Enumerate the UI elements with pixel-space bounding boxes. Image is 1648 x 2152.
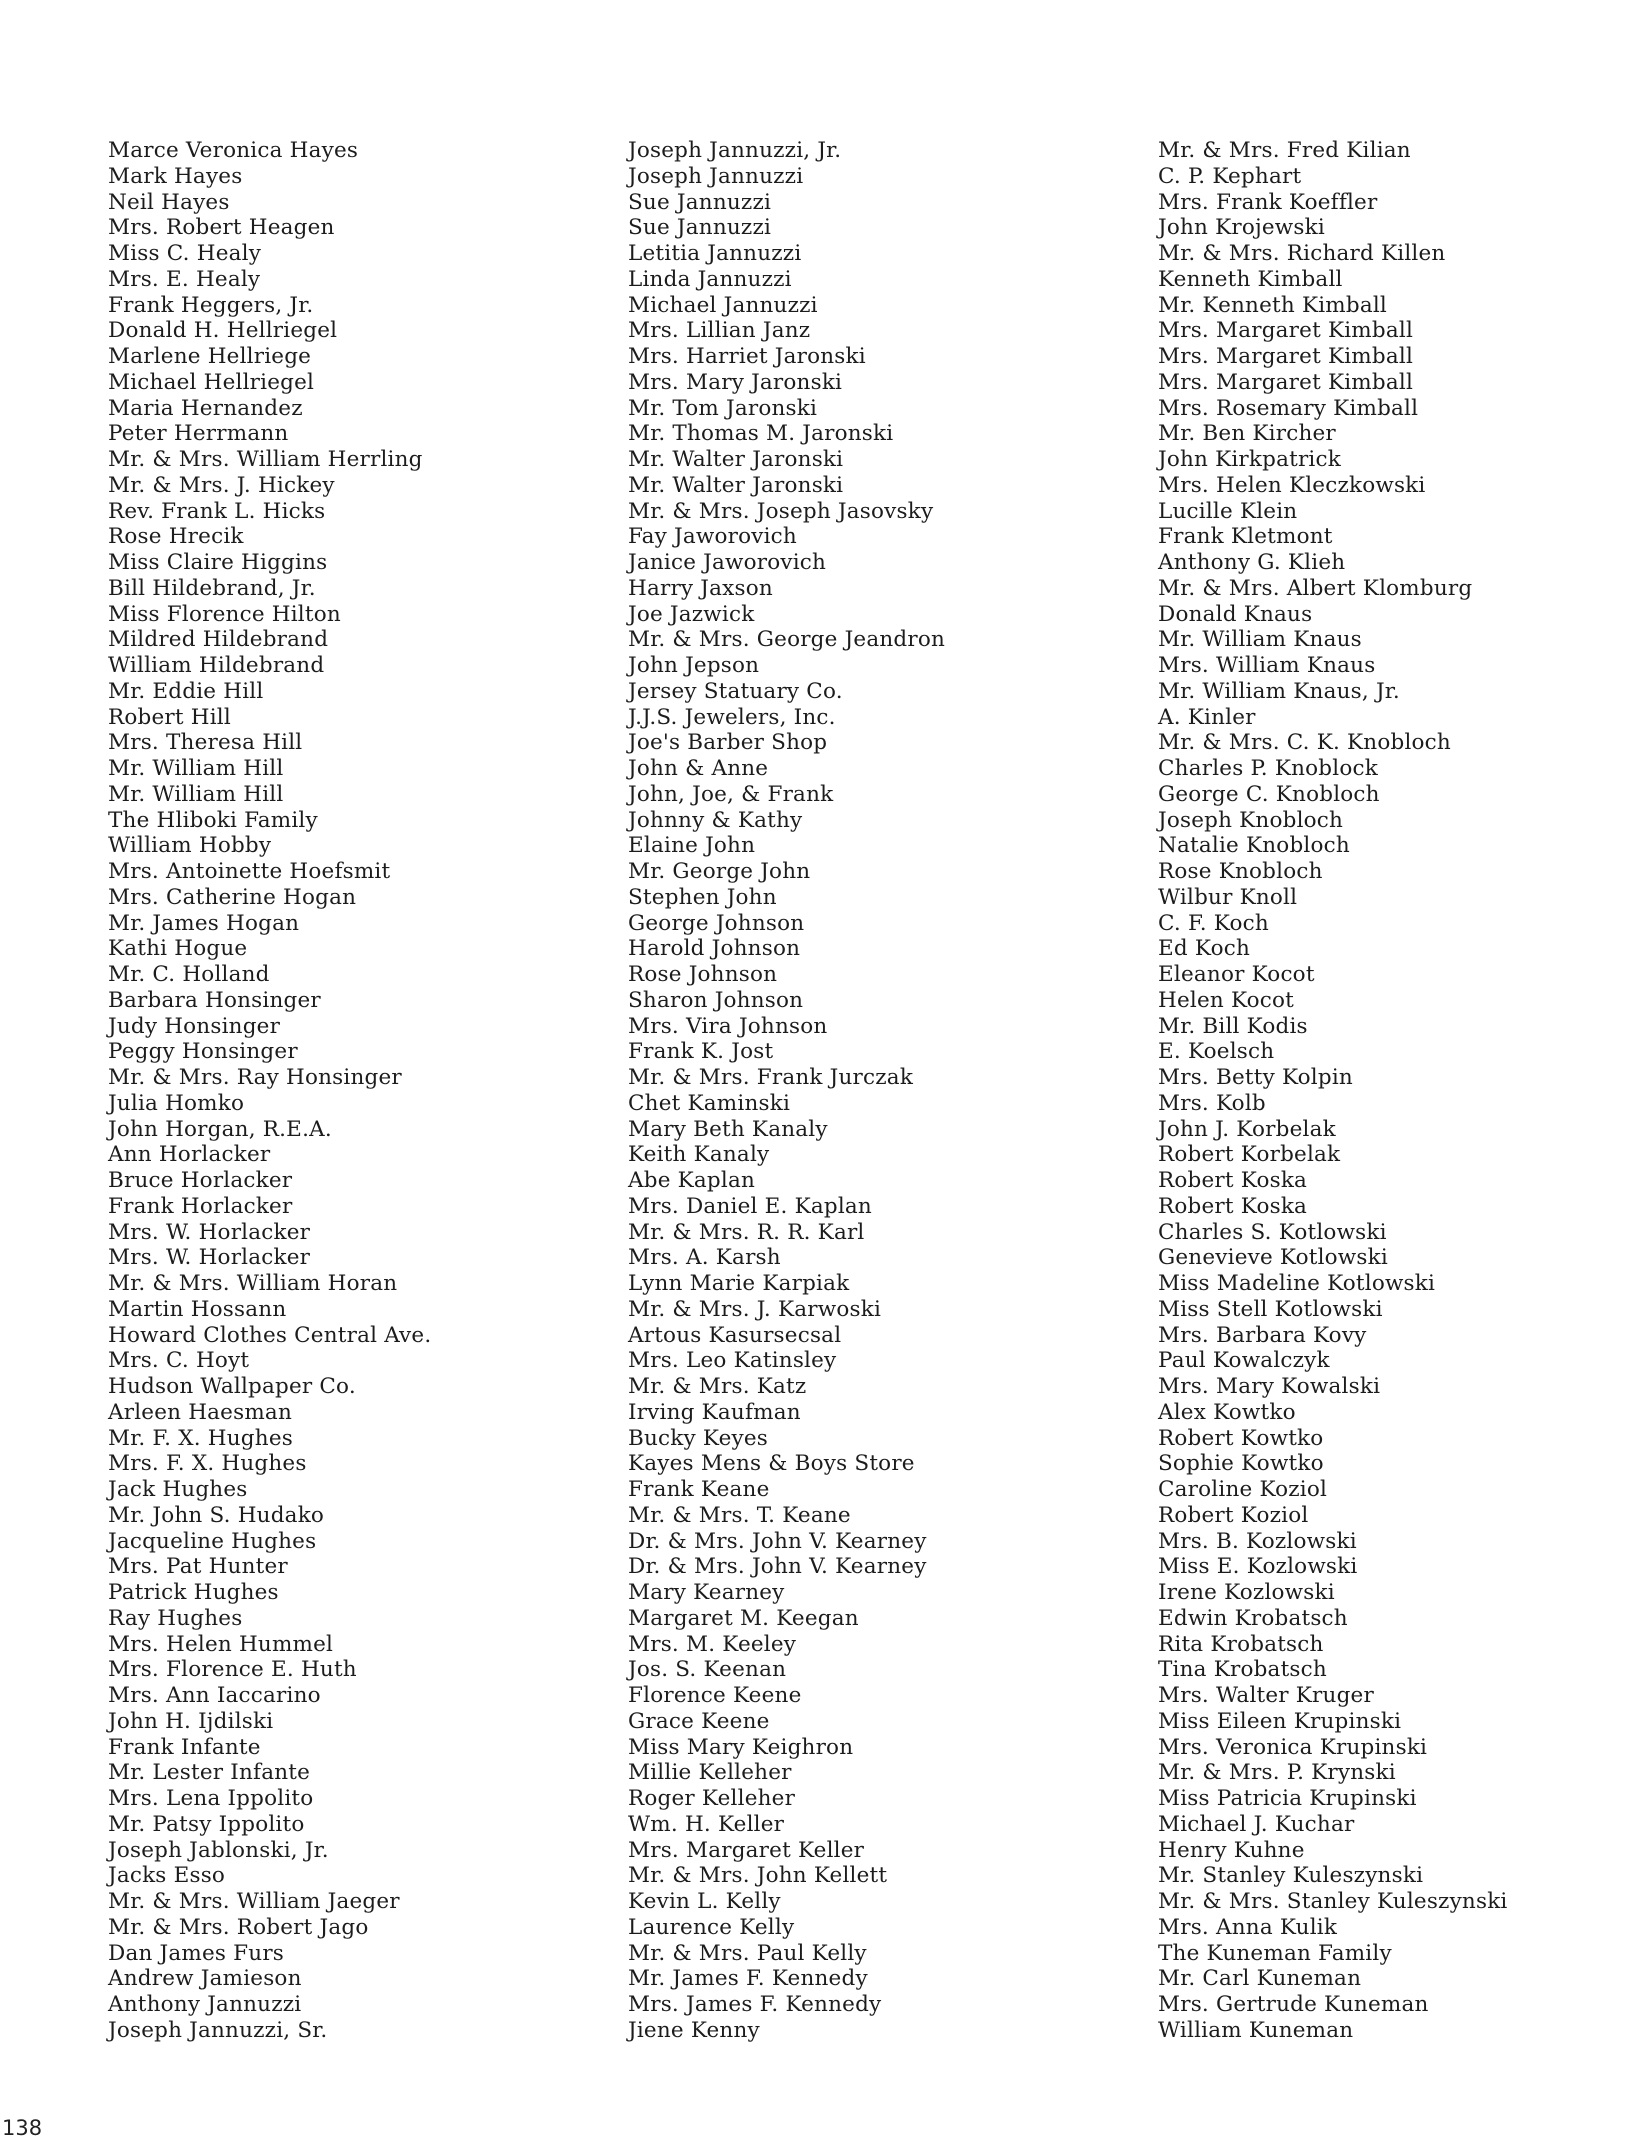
- list-item: Linda Jannuzzi: [628, 266, 792, 292]
- list-item: Mr. & Mrs. William Jaeger: [108, 1889, 400, 1914]
- list-item: Mrs. F. X. Hughes: [108, 1451, 307, 1477]
- list-item: Frank Heggers, Jr.: [108, 292, 314, 318]
- list-item: Mrs. Leo Katinsley: [628, 1348, 837, 1374]
- list-item: Mrs. M. Keeley: [628, 1631, 797, 1657]
- list-item: Mr. & Mrs. Stanley Kuleszynski: [1158, 1889, 1508, 1914]
- list-item: Anthony G. Klieh: [1158, 550, 1346, 575]
- list-item: Mr. James Hogan: [108, 910, 300, 936]
- list-item: Chet Kaminski: [628, 1090, 791, 1116]
- list-item: Mr. & Mrs. Robert Jago: [108, 1914, 369, 1940]
- page-number: 138: [2, 2116, 43, 2140]
- list-item: Mr. & Mrs. Ray Honsinger: [108, 1065, 402, 1090]
- list-item: Mr. John S. Hudako: [108, 1502, 325, 1528]
- list-item: Frank Horlacker: [108, 1193, 293, 1219]
- list-item: Johnny & Kathy: [628, 807, 803, 833]
- list-item: Robert Kowtko: [1158, 1425, 1324, 1451]
- list-item: The Hliboki Family: [108, 807, 318, 833]
- list-item: George C. Knobloch: [1158, 781, 1380, 807]
- list-item: Sophie Kowtko: [1158, 1451, 1324, 1477]
- list-item: Mrs. Margaret Keller: [628, 1837, 865, 1863]
- list-item: Mr. & Mrs. Katz: [628, 1374, 807, 1399]
- list-item: Arleen Haesman: [108, 1399, 292, 1425]
- list-item: Joseph Jannuzzi, Jr.: [628, 138, 842, 163]
- list-item: Mr. & Mrs. T. Keane: [628, 1502, 851, 1528]
- list-item: Mrs. Harriet Jaronski: [628, 344, 866, 369]
- list-item: Joseph Knobloch: [1158, 807, 1344, 833]
- list-item: Paul Kowalczyk: [1158, 1348, 1330, 1374]
- list-item: Artous Kasursecsal: [628, 1322, 842, 1348]
- list-item: Irene Kozlowski: [1158, 1580, 1335, 1605]
- list-item: Robert Koska: [1158, 1168, 1308, 1193]
- list-item: Mr. Walter Jaronski: [628, 472, 844, 498]
- list-item: Robert Hill: [108, 704, 231, 730]
- list-item: Mary Kearney: [628, 1580, 785, 1605]
- list-item: Jack Hughes: [108, 1477, 248, 1502]
- list-item: Mrs. Theresa Hill: [108, 730, 303, 756]
- list-item: Mrs. Betty Kolpin: [1158, 1065, 1353, 1090]
- list-item: Millie Kelleher: [628, 1760, 792, 1786]
- list-item: Mr. & Mrs. George Jeandron: [628, 627, 946, 653]
- list-item: Mr. Bill Kodis: [1158, 1013, 1308, 1039]
- list-item: Neil Hayes: [108, 189, 230, 215]
- list-item: Marce Veronica Hayes: [108, 138, 359, 163]
- list-item: C. P. Kephart: [1158, 163, 1302, 189]
- list-item: Letitia Jannuzzi: [628, 241, 802, 266]
- list-item: Miss C. Healy: [108, 241, 262, 266]
- list-item: Wm. H. Keller: [628, 1811, 785, 1837]
- list-item: Jacks Esso: [108, 1863, 226, 1889]
- list-item: Wilbur Knoll: [1158, 884, 1298, 910]
- list-item: Ed Koch: [1158, 936, 1251, 962]
- list-item: Mrs. Pat Hunter: [108, 1554, 288, 1580]
- list-item: John Krojewski: [1158, 215, 1325, 241]
- list-item: Mr. & Mrs. William Herrling: [108, 447, 423, 472]
- list-item: Sue Jannuzzi: [628, 215, 772, 241]
- list-item: Andrew Jamieson: [108, 1966, 302, 1992]
- list-item: Miss Madeline Kotlowski: [1158, 1271, 1436, 1296]
- list-item: Jersey Statuary Co.: [628, 678, 843, 704]
- list-item: Patrick Hughes: [108, 1580, 279, 1605]
- list-item: Frank Keane: [628, 1477, 770, 1502]
- list-item: William Hildebrand: [108, 653, 325, 678]
- list-item: Mrs. Barbara Kovy: [1158, 1322, 1367, 1348]
- list-item: John Jepson: [628, 653, 760, 678]
- list-item: Sharon Johnson: [628, 987, 804, 1013]
- list-item: Mr. Ben Kircher: [1158, 421, 1336, 447]
- list-item: Mrs. Mary Kowalski: [1158, 1374, 1381, 1399]
- list-item: William Hobby: [108, 833, 272, 859]
- list-item: Michael Jannuzzi: [628, 292, 818, 318]
- list-item: Robert Koziol: [1158, 1502, 1309, 1528]
- list-item: Mrs. Gertrude Kuneman: [1158, 1992, 1429, 2017]
- list-item: Mr. Thomas M. Jaronski: [628, 421, 894, 447]
- list-item: Mrs. Rosemary Kimball: [1158, 395, 1419, 421]
- list-item: Mrs. Walter Kruger: [1158, 1683, 1374, 1708]
- list-item: Mrs. B. Kozlowski: [1158, 1528, 1357, 1554]
- list-item: Mr. William Hill: [108, 756, 284, 781]
- list-item: Mr. & Mrs. Joseph Jasovsky: [628, 498, 934, 524]
- list-item: Mr. & Mrs. C. K. Knobloch: [1158, 730, 1451, 756]
- list-item: Joe Jazwick: [628, 601, 755, 627]
- list-item: Lucille Klein: [1158, 498, 1298, 524]
- list-item: Kevin L. Kelly: [628, 1889, 781, 1914]
- list-item: Irving Kaufman: [628, 1399, 801, 1425]
- list-item: Mildred Hildebrand: [108, 627, 329, 653]
- list-item: Judy Honsinger: [108, 1013, 281, 1039]
- list-item: Lynn Marie Karpiak: [628, 1271, 850, 1296]
- list-item: The Kuneman Family: [1158, 1940, 1392, 1966]
- list-item: Rita Krobatsch: [1158, 1631, 1324, 1657]
- list-item: Mrs. Catherine Hogan: [108, 884, 357, 910]
- list-item: Laurence Kelly: [628, 1914, 795, 1940]
- list-item: Marlene Hellriege: [108, 344, 312, 369]
- list-item: Alex Kowtko: [1158, 1399, 1296, 1425]
- list-item: John & Anne: [628, 756, 769, 781]
- list-item: Mrs. Margaret Kimball: [1158, 344, 1414, 369]
- list-item: Mr. William Knaus, Jr.: [1158, 678, 1400, 704]
- list-item: Hudson Wallpaper Co.: [108, 1374, 356, 1399]
- list-item: George Johnson: [628, 910, 805, 936]
- list-item: Natalie Knobloch: [1158, 833, 1350, 859]
- list-item: Howard Clothes Central Ave.: [108, 1322, 432, 1348]
- list-item: Jiene Kenny: [628, 2017, 760, 2043]
- list-item: Mrs. Kolb: [1158, 1090, 1266, 1116]
- list-item: Donald Knaus: [1158, 601, 1313, 627]
- list-item: Maria Hernandez: [108, 395, 303, 421]
- list-item: Mrs. Frank Koeffler: [1158, 189, 1378, 215]
- list-item: Mrs. Robert Heagen: [108, 215, 335, 241]
- list-item: Mr. Eddie Hill: [108, 678, 264, 704]
- list-item: Mr. & Mrs. P. Krynski: [1158, 1760, 1396, 1786]
- list-item: Joseph Jannuzzi, Sr.: [108, 2017, 328, 2043]
- list-item: Mrs. Veronica Krupinski: [1158, 1734, 1428, 1760]
- list-item: Mr. Patsy Ippolito: [108, 1811, 305, 1837]
- list-item: Mr. Stanley Kuleszynski: [1158, 1863, 1424, 1889]
- list-item: Peter Herrmann: [108, 421, 289, 447]
- list-item: Miss Claire Higgins: [108, 550, 328, 575]
- list-item: J.J.S. Jewelers, Inc.: [628, 704, 836, 730]
- list-item: Mr. George John: [628, 859, 811, 884]
- list-item: Mrs. C. Hoyt: [108, 1348, 250, 1374]
- list-item: Joseph Jablonski, Jr.: [108, 1837, 329, 1863]
- list-item: Ann Horlacker: [108, 1142, 271, 1168]
- list-item: Mary Beth Kanaly: [628, 1116, 828, 1142]
- list-item: Mr. Lester Infante: [108, 1760, 311, 1786]
- list-item: Charles S. Kotlowski: [1158, 1219, 1387, 1245]
- list-item: C. F. Koch: [1158, 910, 1269, 936]
- list-item: Mrs. Helen Hummel: [108, 1631, 334, 1657]
- list-item: Dr. & Mrs. John V. Kearney: [628, 1528, 927, 1554]
- list-item: Kathi Hogue: [108, 936, 248, 962]
- list-item: Miss Patricia Krupinski: [1158, 1786, 1417, 1811]
- list-item: Mr. Carl Kuneman: [1158, 1966, 1362, 1992]
- list-item: Mrs. Daniel E. Kaplan: [628, 1193, 872, 1219]
- list-item: Rev. Frank L. Hicks: [108, 498, 326, 524]
- list-item: Frank Kletmont: [1158, 524, 1333, 550]
- list-item: Bruce Horlacker: [108, 1168, 293, 1193]
- list-item: Mrs. James F. Kennedy: [628, 1992, 882, 2017]
- list-item: Mr. William Knaus: [1158, 627, 1362, 653]
- list-item: Bill Hildebrand, Jr.: [108, 575, 316, 601]
- list-item: Mr. & Mrs. Frank Jurczak: [628, 1065, 914, 1090]
- list-item: Miss Eileen Krupinski: [1158, 1708, 1402, 1734]
- list-item: Michael J. Kuchar: [1158, 1811, 1355, 1837]
- list-item: Mr. & Mrs. Richard Killen: [1158, 241, 1446, 266]
- list-item: Kayes Mens & Boys Store: [628, 1451, 915, 1477]
- list-item: Mrs. Helen Kleczkowski: [1158, 472, 1426, 498]
- list-item: Barbara Honsinger: [108, 987, 321, 1013]
- list-item: Mrs. E. Healy: [108, 266, 261, 292]
- list-item: Charles P. Knoblock: [1158, 756, 1378, 781]
- list-item: Jacqueline Hughes: [108, 1528, 317, 1554]
- list-item: Mrs. William Knaus: [1158, 653, 1376, 678]
- list-item: Harold Johnson: [628, 936, 801, 962]
- list-item: Edwin Krobatsch: [1158, 1605, 1348, 1631]
- list-item: Keith Kanaly: [628, 1142, 770, 1168]
- list-item: Dan James Furs: [108, 1940, 285, 1966]
- list-item: Peggy Honsinger: [108, 1039, 298, 1065]
- list-item: Mrs. A. Karsh: [628, 1245, 781, 1271]
- list-item: Caroline Koziol: [1158, 1477, 1328, 1502]
- list-item: Miss Florence Hilton: [108, 601, 341, 627]
- list-item: John, Joe, & Frank: [628, 781, 834, 807]
- list-item: Miss E. Kozlowski: [1158, 1554, 1358, 1580]
- list-item: Mrs. Mary Jaronski: [628, 369, 843, 395]
- list-item: Mrs. Florence E. Huth: [108, 1657, 357, 1683]
- list-item: Margaret M. Keegan: [628, 1605, 859, 1631]
- list-item: Rose Knobloch: [1158, 859, 1323, 884]
- list-item: Janice Jaworovich: [628, 550, 827, 575]
- list-item: Ray Hughes: [108, 1605, 243, 1631]
- name-column-1: [108, 138, 431, 2044]
- list-item: Robert Koska: [1158, 1193, 1308, 1219]
- list-item: Eleanor Kocot: [1158, 962, 1315, 987]
- list-item: Mr. & Mrs. J. Hickey: [108, 472, 335, 498]
- list-item: Mr. & Mrs. Fred Kilian: [1158, 138, 1411, 163]
- list-item: Elaine John: [628, 833, 756, 859]
- list-item: Mrs. W. Horlacker: [108, 1245, 311, 1271]
- list-item: Frank K. Jost: [628, 1039, 774, 1065]
- list-item: Sue Jannuzzi: [628, 189, 772, 215]
- list-item: Mrs. Anna Kulik: [1158, 1914, 1338, 1940]
- list-item: Mrs. Margaret Kimball: [1158, 318, 1414, 344]
- list-item: Mrs. Antoinette Hoefsmit: [108, 859, 391, 884]
- list-item: Mr. & Mrs. John Kellett: [628, 1863, 888, 1889]
- list-item: Tina Krobatsch: [1158, 1657, 1327, 1683]
- list-item: Mr. William Hill: [108, 781, 284, 807]
- list-item: Mr. & Mrs. Albert Klomburg: [1158, 575, 1473, 601]
- list-item: Mrs. Lena Ippolito: [108, 1786, 314, 1811]
- list-item: Jos. S. Keenan: [628, 1657, 787, 1683]
- list-item: John J. Korbelak: [1158, 1116, 1336, 1142]
- list-item: Stephen John: [628, 884, 777, 910]
- list-item: Frank Infante: [108, 1734, 261, 1760]
- list-item: E. Koelsch: [1158, 1039, 1275, 1065]
- name-column-2: [628, 138, 945, 2044]
- list-item: Mrs. W. Horlacker: [108, 1219, 311, 1245]
- list-item: Mrs. Vira Johnson: [628, 1013, 828, 1039]
- list-item: Joe's Barber Shop: [628, 730, 828, 756]
- list-item: Bucky Keyes: [628, 1425, 769, 1451]
- list-item: Florence Keene: [628, 1683, 802, 1708]
- list-item: A. Kinler: [1158, 704, 1256, 730]
- list-item: Michael Hellriegel: [108, 369, 315, 395]
- list-item: Helen Kocot: [1158, 987, 1295, 1013]
- list-item: Mrs. Lillian Janz: [628, 318, 811, 344]
- list-item: Rose Johnson: [628, 962, 778, 987]
- list-item: Genevieve Kotlowski: [1158, 1245, 1388, 1271]
- list-item: Henry Kuhne: [1158, 1837, 1305, 1863]
- list-item: Mrs. Ann Iaccarino: [108, 1683, 321, 1708]
- list-item: Mr. & Mrs. J. Karwoski: [628, 1296, 882, 1322]
- list-item: Mr. & Mrs. R. R. Karl: [628, 1219, 865, 1245]
- list-item: Mrs. Margaret Kimball: [1158, 369, 1414, 395]
- list-item: John Kirkpatrick: [1158, 447, 1341, 472]
- list-item: Mark Hayes: [108, 163, 243, 189]
- list-item: Harry Jaxson: [628, 575, 773, 601]
- list-item: William Kuneman: [1158, 2017, 1354, 2043]
- list-item: Miss Mary Keighron: [628, 1734, 854, 1760]
- list-item: Mr. Tom Jaronski: [628, 395, 818, 421]
- list-item: Joseph Jannuzzi: [628, 163, 804, 189]
- list-item: Dr. & Mrs. John V. Kearney: [628, 1554, 927, 1580]
- list-item: Mr. Kenneth Kimball: [1158, 292, 1388, 318]
- list-item: Mr. Walter Jaronski: [628, 447, 844, 472]
- list-item: Roger Kelleher: [628, 1786, 796, 1811]
- list-item: Fay Jaworovich: [628, 524, 797, 550]
- list-item: Mr. & Mrs. William Horan: [108, 1271, 398, 1296]
- list-item: Abe Kaplan: [628, 1168, 756, 1193]
- list-item: Grace Keene: [628, 1708, 770, 1734]
- list-item: John Horgan, R.E.A.: [108, 1116, 332, 1142]
- list-item: Martin Hossann: [108, 1296, 287, 1322]
- list-item: Robert Korbelak: [1158, 1142, 1341, 1168]
- list-item: Mr. F. X. Hughes: [108, 1425, 293, 1451]
- name-column-3: [1158, 138, 1508, 2044]
- list-item: Mr. C. Holland: [108, 962, 270, 987]
- list-item: Donald H. Hellriegel: [108, 318, 338, 344]
- list-item: Kenneth Kimball: [1158, 266, 1343, 292]
- list-item: John H. Ijdilski: [108, 1708, 274, 1734]
- list-item: Julia Homko: [108, 1090, 245, 1116]
- list-item: Rose Hrecik: [108, 524, 244, 550]
- list-item: Anthony Jannuzzi: [108, 1992, 302, 2017]
- list-item: Mr. & Mrs. Paul Kelly: [628, 1940, 867, 1966]
- list-item: Miss Stell Kotlowski: [1158, 1296, 1383, 1322]
- list-item: Mr. James F. Kennedy: [628, 1966, 868, 1992]
